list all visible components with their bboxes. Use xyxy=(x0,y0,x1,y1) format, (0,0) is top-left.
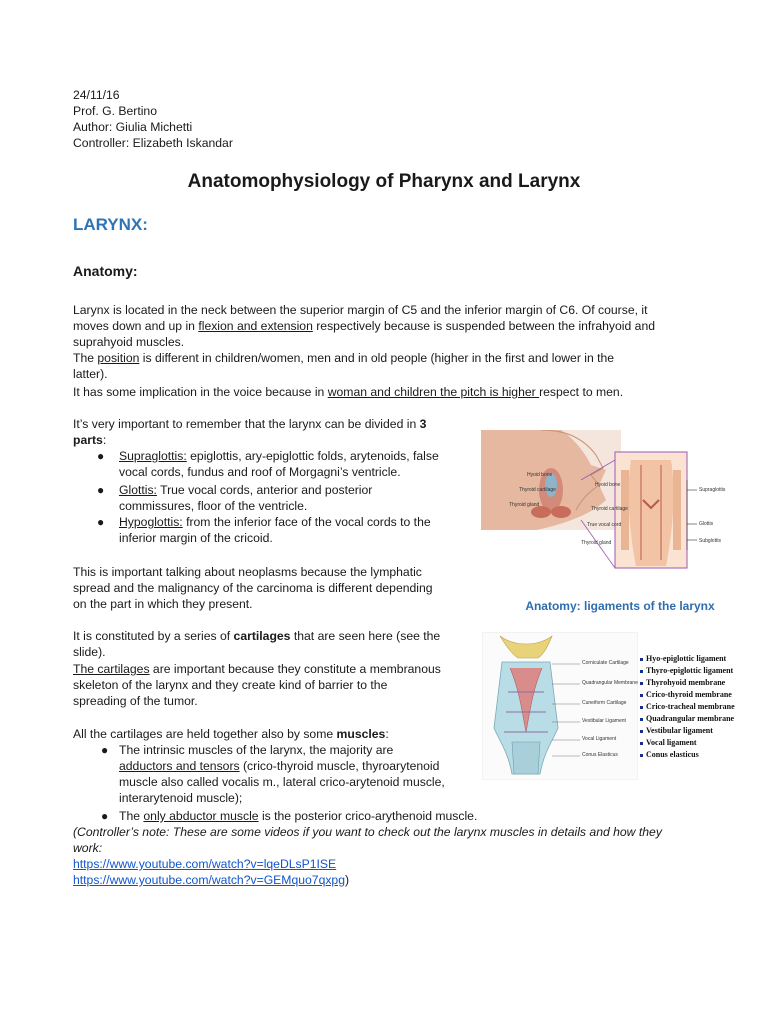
text-span: moves down and up in xyxy=(73,319,199,333)
text-span: (crico-thyroid muscle, thyroarytenoid xyxy=(239,759,440,773)
part-supraglottis-line2: vocal cords, fundus and roof of Morgagni’s ventricle. xyxy=(119,465,401,479)
part-glottis-line2: commissures, floor of the ventricle. xyxy=(119,499,308,513)
part-name: Glottis: xyxy=(119,483,157,497)
p1-line5: latter). xyxy=(73,367,108,381)
part-name: Hypoglottis: xyxy=(119,515,183,529)
legend-bullet xyxy=(640,742,643,745)
figure-larynx-regions xyxy=(481,430,757,570)
fig1-region-supraglottis: Supraglottis xyxy=(699,487,726,493)
p4-line5: spreading of the tumor. xyxy=(73,694,198,708)
doc-professor: Prof. G. Bertino xyxy=(73,104,157,118)
text-span: from the inferior face of the vocal cords to the xyxy=(182,515,431,529)
underlined-position: position xyxy=(97,351,140,365)
p3-line1: This is important talking about neoplasms because the lymphatic xyxy=(73,565,422,579)
part-glottis-line1 xyxy=(119,482,372,498)
underlined-flexion: flexion and extension xyxy=(198,319,313,333)
youtube-link-1[interactable]: https://www.youtube.com/watch?v=lqeDLsP1ISE xyxy=(73,857,337,871)
doc-controller: Controller: Elizabeth Iskandar xyxy=(73,136,233,150)
text-span: that are seen here (see the xyxy=(290,629,441,643)
fig1-label-thyroid-gland: Thyroid gland xyxy=(509,502,540,508)
legend-bullet xyxy=(640,706,643,709)
text-span: : xyxy=(385,727,389,741)
text-span: respectively because is suspended between the infrahyoid and xyxy=(312,319,656,333)
text-span: respect to men. xyxy=(539,385,624,399)
bullet-dot: ● xyxy=(97,449,105,463)
text-span: is different in children/women, men and in old people (higher in the first and lower in the xyxy=(139,351,615,365)
bold-muscles: muscles xyxy=(336,727,386,741)
p1-line2 xyxy=(73,318,655,334)
underlined-abductor: only abductor muscle xyxy=(143,809,259,823)
fig1-region-subglottis: Subglottis xyxy=(699,538,721,544)
bold-parts: parts xyxy=(73,433,103,447)
p1-line4 xyxy=(73,350,614,366)
p2-line1 xyxy=(73,416,426,432)
fig1-label-hyoid: Hyoid bone xyxy=(527,472,553,478)
bold-three: 3 xyxy=(419,417,427,431)
p3-line3: on the part in which they present. xyxy=(73,597,253,611)
legend-bullet xyxy=(640,718,643,721)
figure2-caption: Anatomy: ligaments of the larynx xyxy=(525,599,715,613)
p3-line2: spread and the malignancy of the carcinoma is different depending xyxy=(73,581,433,595)
text-span: are important because they constitute a membranous xyxy=(149,662,441,676)
muscles-b2 xyxy=(119,808,477,824)
p4-line4: skeleton of the larynx and they create kind of barrier to the xyxy=(73,678,388,692)
legend-bullet xyxy=(640,658,643,661)
page-title: Anatomophysiology of Pharynx and Larynx xyxy=(187,171,581,192)
fig1-mid-thyroid-gland: Thyroid gland xyxy=(581,540,612,546)
bullet-dot: ● xyxy=(101,743,109,757)
legend-item-7: Vestibular ligament xyxy=(646,726,713,735)
fig2-label-conus: Conus Elasticus xyxy=(582,752,618,758)
text-span: It has some implication in the voice because in xyxy=(73,385,328,399)
bullet-dot: ● xyxy=(97,515,105,529)
subsection-heading-anatomy: Anatomy: xyxy=(73,263,138,279)
part-name: Supraglottis: xyxy=(119,449,187,463)
legend-bullet xyxy=(640,694,643,697)
text-span: All the cartilages are held together also by some xyxy=(73,727,337,741)
muscles-b1-line2 xyxy=(119,758,439,774)
text-span: It is constituted by a series of xyxy=(73,629,234,643)
text-span: epiglottis, ary-epiglottic folds, arytenoids, false xyxy=(186,449,439,463)
p1-line1: Larynx is located in the neck between the superior margin of C5 and the inferior margin of C6. Of course, it xyxy=(73,303,648,317)
p4-line2: slide). xyxy=(73,645,106,659)
bullet-dot: ● xyxy=(97,483,105,497)
part-hypoglottis-line1 xyxy=(119,514,431,530)
legend-item-3: Thyrohyoid membrane xyxy=(646,678,726,687)
fig2-label-vocal: Vocal Ligament xyxy=(582,736,617,742)
p1-line6 xyxy=(73,384,623,400)
note-line1: (Controller’s note: These are some videos if you want to check out the larynx muscles in details and how they xyxy=(73,825,662,839)
note-line2: work: xyxy=(73,841,103,855)
muscles-b1-line3: muscle also called vocalis m., lateral crico-arytenoid muscle, xyxy=(119,775,445,789)
fig2-label-corniculate: Corniculate Cartilage xyxy=(582,660,629,666)
figure-ligaments xyxy=(482,632,638,780)
legend-item-9: Conus elasticus xyxy=(646,750,699,759)
note-link2-row xyxy=(73,872,349,888)
fig1-mid-thyroid-cartilage: Thyroid cartilage xyxy=(591,506,628,512)
underlined-pitch: woman and children the pitch is higher xyxy=(327,385,540,399)
doc-date: 24/11/16 xyxy=(73,88,120,102)
bold-cartilages: cartilages xyxy=(233,629,291,643)
fig1-region-glottis: Glottis xyxy=(699,521,714,527)
part-supraglottis-line1 xyxy=(119,448,439,464)
fig2-label-cuneiform: Cuneiform Cartilage xyxy=(582,700,627,706)
text-span: is the posterior crico-arythenoid muscle. xyxy=(258,809,478,823)
legend-bullet xyxy=(640,670,643,673)
legend-item-1: Hyo-epiglottic ligament xyxy=(646,654,727,663)
fig2-label-vestibular: Vestibular Ligament xyxy=(582,718,626,724)
text-span: The xyxy=(119,809,144,823)
underlined-cartilages: The cartilages xyxy=(73,662,150,676)
fig2-label-quadrangular: Quadrangular Membrane xyxy=(582,680,638,686)
part-hypoglottis-line2: inferior margin of the cricoid. xyxy=(119,531,273,545)
legend-item-4: Crico-thyroid membrane xyxy=(646,690,732,699)
legend-bullet xyxy=(640,754,643,757)
close-paren: ) xyxy=(345,873,350,887)
fig1-mid-hyoid: Hyoid bone xyxy=(595,482,621,488)
legend-item-6: Quadrangular membrane xyxy=(646,714,735,723)
text-span: : xyxy=(102,433,107,447)
bullet-dot: ● xyxy=(101,809,109,823)
p1-line3: suprahyoid muscles. xyxy=(73,335,185,349)
muscles-b1-line4: interarytenoid muscle); xyxy=(119,791,243,805)
note-link1-row xyxy=(73,856,336,872)
text-span: The xyxy=(73,351,98,365)
underlined-adductors: adductors and tensors xyxy=(119,759,240,773)
p2-line2 xyxy=(73,432,106,448)
doc-author: Author: Giulia Michetti xyxy=(73,120,193,134)
legend-item-5: Crico-tracheal membrane xyxy=(646,702,735,711)
text-span: True vocal cords, anterior and posterior xyxy=(156,483,373,497)
larynx-regions-illustration xyxy=(481,430,757,570)
muscles-b1-line1: The intrinsic muscles of the larynx, the majority are xyxy=(119,743,394,757)
legend-item-2: Thyro-epiglottic ligament xyxy=(646,666,734,675)
section-heading-larynx: LARYNX: xyxy=(73,215,148,234)
legend-item-8: Vocal ligament xyxy=(646,738,697,747)
p4-line3 xyxy=(73,661,441,677)
youtube-link-2[interactable]: https://www.youtube.com/watch?v=GEMquo7qxpg xyxy=(73,873,345,887)
text-span: It’s very important to remember that the larynx can be divided in xyxy=(73,417,420,431)
fig1-mid-vocal-cord: True vocal cord xyxy=(587,522,622,528)
legend-bullet xyxy=(640,682,643,685)
p4-line1 xyxy=(73,628,440,644)
legend-bullet xyxy=(640,730,643,733)
p5-line1 xyxy=(73,726,389,742)
fig1-label-thyroid-cartilage: Thyroid cartilage xyxy=(519,487,556,493)
